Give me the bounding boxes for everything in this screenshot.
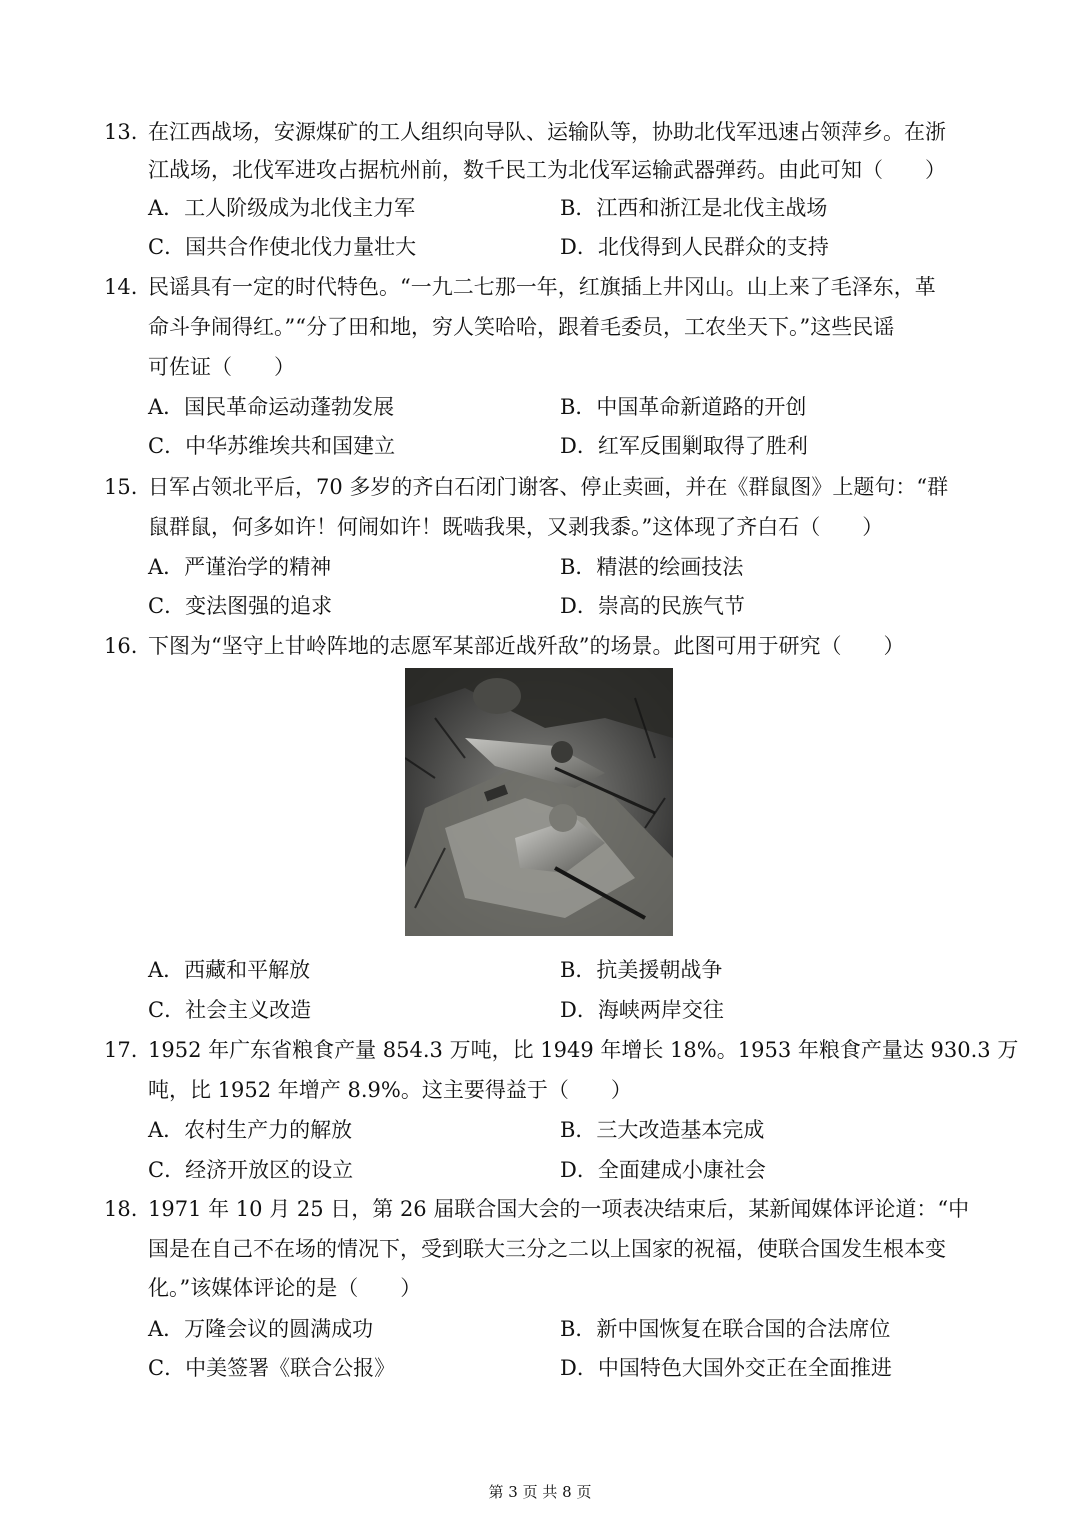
option-a: A．万隆会议的圆满成功: [148, 1317, 374, 1341]
page-number-footer: 第 3 页 共 8 页: [488, 1483, 592, 1501]
option-c: C．变法图强的追求: [148, 594, 333, 618]
question-text-line: 1971 年 10 月 25 日，第 26 届联合国大会的一项表决结束后，某新闻媒体评论道：“中: [148, 1197, 970, 1221]
question-text-line: 化。”该媒体评论的是（ ）: [148, 1276, 422, 1300]
question-number: 18.: [104, 1197, 138, 1221]
option-b: B．中国革命新道路的开创: [560, 395, 807, 419]
option-a: A．国民革命运动蓬勃发展: [148, 395, 395, 419]
question-text-line: 日军占领北平后，70 多岁的齐白石闭门谢客、停止卖画，并在《群鼠图》上题句：“群: [148, 475, 949, 499]
question-text-line: 吨，比 1952 年增产 8.9%。这主要得益于（ ）: [148, 1078, 632, 1102]
battlefield-photo-icon: [405, 668, 673, 936]
question-number: 14.: [104, 275, 138, 299]
option-c: C．社会主义改造: [148, 998, 312, 1022]
option-b: B．抗美援朝战争: [560, 958, 723, 982]
question-number: 17.: [104, 1038, 138, 1062]
question-text-line: 命斗争闹得红。”“分了田和地，穷人笑哈哈，跟着毛委员，工农坐天下。”这些民谣: [148, 315, 895, 339]
option-a: A．农村生产力的解放: [148, 1118, 353, 1142]
option-a: A．严谨治学的精神: [148, 555, 332, 579]
question-text-line: 可佐证（ ）: [148, 355, 295, 379]
option-b: B．精湛的绘画技法: [560, 555, 744, 579]
battlefield-photo: [405, 668, 673, 936]
question-text-line: 1952 年广东省粮食产量 854.3 万吨，比 1949 年增长 18%。1953 年粮食产量达 930.3 万: [148, 1038, 1019, 1062]
option-c: C．中华苏维埃共和国建立: [148, 434, 396, 458]
question-number: 15.: [104, 475, 138, 499]
option-b: B．新中国恢复在联合国的合法席位: [560, 1317, 891, 1341]
question-text-line: 在江西战场，安源煤矿的工人组织向导队、运输队等，协助北伐军迅速占领萍乡。在浙: [148, 120, 946, 144]
option-c: C．中美签署《联合公报》: [148, 1356, 396, 1380]
option-c: C．经济开放区的设立: [148, 1158, 354, 1182]
question-number: 13.: [104, 120, 138, 144]
option-b: B．江西和浙江是北伐主战场: [560, 196, 828, 220]
option-d: D．北伐得到人民群众的支持: [560, 235, 829, 259]
option-c: C．国共合作使北伐力量壮大: [148, 235, 417, 259]
question-text-line: 江战场，北伐军进攻占据杭州前，数千民工为北伐军运输武器弹药。由此可知（ ）: [148, 158, 946, 182]
question-text-line: 民谣具有一定的时代特色。“一九二七那一年，红旗插上井冈山。山上来了毛泽东，革: [148, 275, 936, 299]
question-text-line: 鼠群鼠，何多如许！何闹如许！既啮我果，又剥我黍。”这体现了齐白石（ ）: [148, 515, 884, 539]
option-a: A．工人阶级成为北伐主力军: [148, 196, 416, 220]
option-d: D．全面建成小康社会: [560, 1158, 766, 1182]
option-d: D．崇高的民族气节: [560, 594, 745, 618]
option-a: A．西藏和平解放: [148, 958, 311, 982]
question-number: 16.: [104, 634, 138, 658]
question-text-line: 国是在自己不在场的情况下，受到联大三分之二以上国家的祝福，使联合国发生根本变: [148, 1237, 946, 1261]
option-d: D．红军反围剿取得了胜利: [560, 434, 808, 458]
option-b: B．三大改造基本完成: [560, 1118, 765, 1142]
question-text-line: 下图为“坚守上甘岭阵地的志愿军某部近战歼敌”的场景。此图可用于研究（ ）: [148, 634, 905, 658]
option-d: D．中国特色大国外交正在全面推进: [560, 1356, 892, 1380]
option-d: D．海峡两岸交往: [560, 998, 724, 1022]
